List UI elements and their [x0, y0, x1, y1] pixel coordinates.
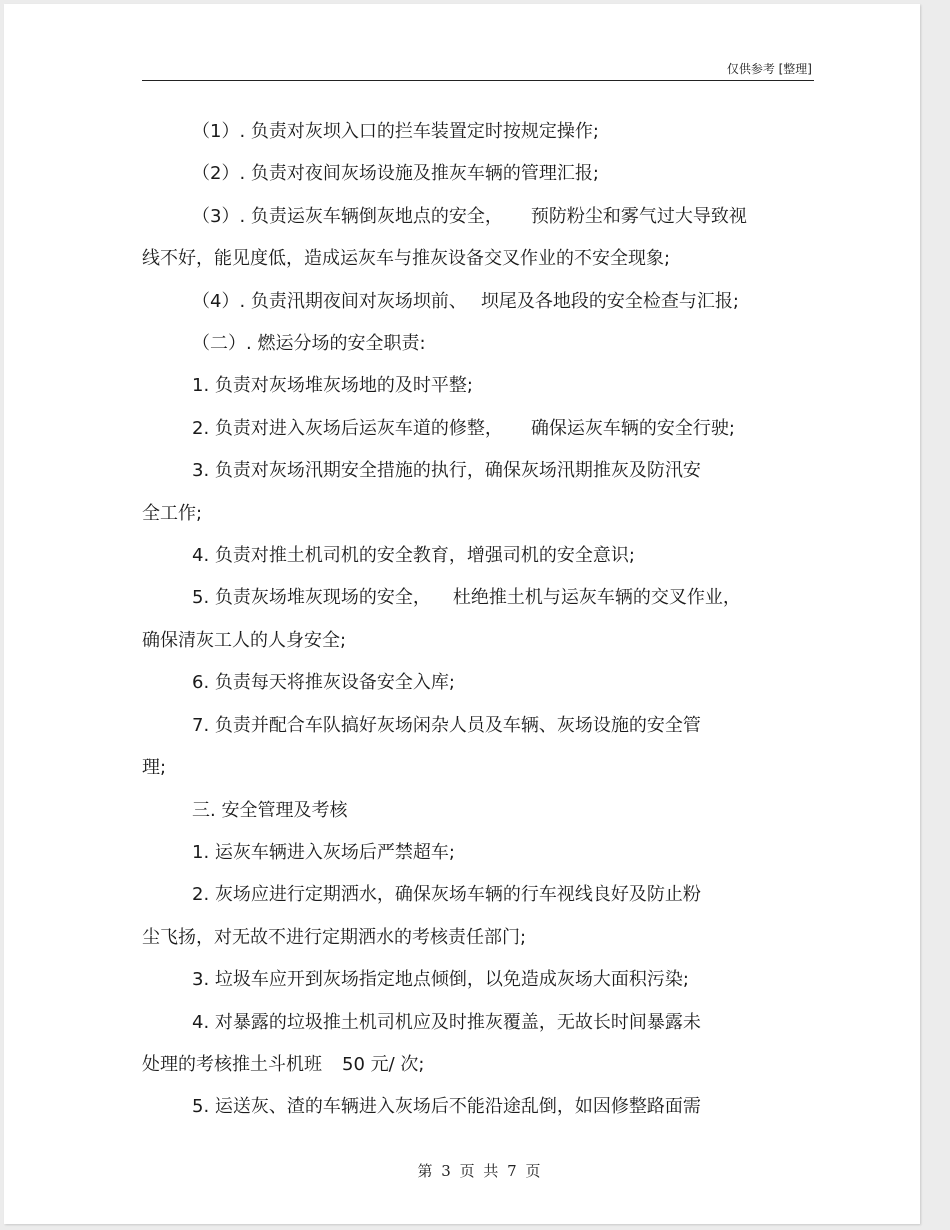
section-heading: （二）. 燃运分场的安全职责:: [192, 333, 426, 355]
paragraph-line: （4）. 负责汛期夜间对灰场坝前、 坝尾及各地段的安全检查与汇报;: [192, 290, 739, 312]
paragraph-line: 6. 负责每天将推灰设备安全入库;: [192, 672, 455, 694]
paragraph-line: 1. 负责对灰场堆灰场地的及时平整;: [192, 375, 473, 397]
paragraph-line: 5. 负责灰场堆灰现场的安全， 杜绝推土机与运灰车辆的交叉作业，: [192, 587, 741, 609]
paragraph-line: 3. 负责对灰场汛期安全措施的执行，确保灰场汛期推灰及防汛安: [192, 460, 701, 482]
paragraph-line: （1）. 负责对灰坝入口的拦车装置定时按规定操作;: [192, 121, 599, 142]
paragraph-line: 处理的考核推土斗机班 50 元/ 次;: [142, 1053, 425, 1075]
section-heading: 三. 安全管理及考核: [192, 799, 348, 821]
page-header: [142, 52, 814, 81]
paragraph-line: 3. 垃圾车应开到灰场指定地点倾倒，以免造成灰场大面积污染;: [192, 969, 689, 991]
paragraph-line: 2. 负责对进入灰场后运灰车道的修整， 确保运灰车辆的安全行驶;: [192, 417, 735, 439]
paragraph-line: 1. 运灰车辆进入灰场后严禁超车;: [192, 841, 455, 863]
paragraph-line: 4. 对暴露的垃圾推土机司机应及时推灰覆盖，无故长时间暴露未: [192, 1011, 701, 1033]
paragraph-line: （3）. 负责运灰车辆倒灰地点的安全， 预防粉尘和雾气过大导致视: [192, 205, 747, 227]
header-text: 仅供参考 [整理]: [726, 62, 812, 76]
page-footer: 第 3 页 共 7 页: [417, 1162, 541, 1180]
document-page: [4, 4, 920, 1224]
paragraph-line: 4. 负责对推土机司机的安全教育，增强司机的安全意识;: [192, 545, 635, 567]
paragraph-line: 7. 负责并配合车队搞好灰场闲杂人员及车辆、灰场设施的安全管: [192, 714, 701, 736]
paragraph-line: （2）. 负责对夜间灰场设施及推灰车辆的管理汇报;: [192, 163, 599, 185]
paragraph-line: 线不好，能见度低，造成运灰车与推灰设备交叉作业的不安全现象;: [142, 248, 671, 270]
paragraph-line: 5. 运送灰、渣的车辆进入灰场后不能沿途乱倒，如因修整路面需: [192, 1096, 701, 1118]
paragraph-line: 理;: [142, 757, 167, 779]
document-body: [142, 111, 802, 1129]
paragraph-line: 2. 灰场应进行定期洒水，确保灰场车辆的行车视线良好及防止粉: [192, 884, 701, 906]
paragraph-line: 全工作;: [142, 502, 203, 524]
paragraph-line: 尘飞扬，对无故不进行定期洒水的考核责任部门;: [142, 926, 527, 948]
paragraph-line: 确保清灰工人的人身安全;: [142, 629, 347, 651]
